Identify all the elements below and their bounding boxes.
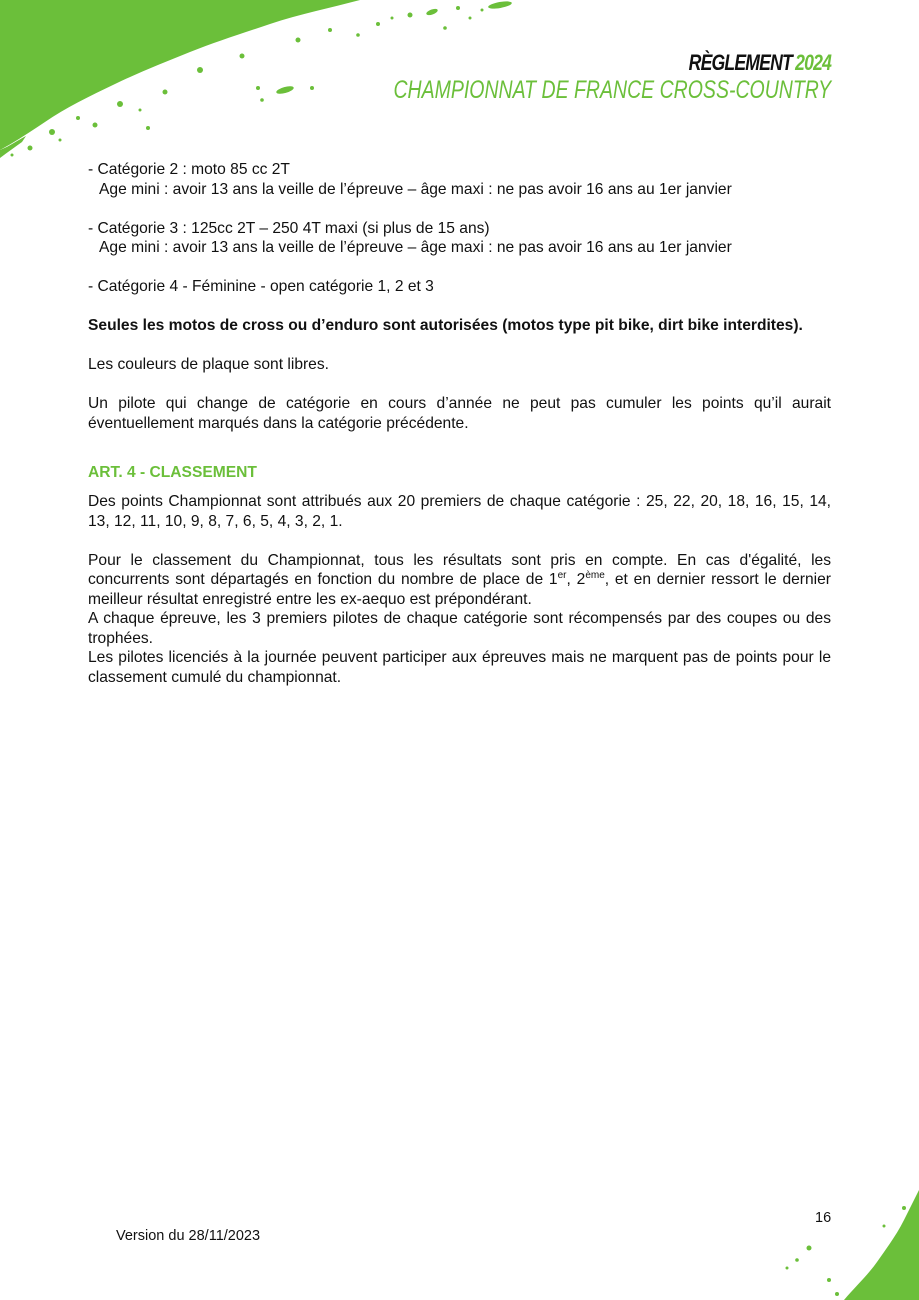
plate-colors-paragraph: Les couleurs de plaque sont libres. <box>88 356 329 373</box>
trophies-paragraph: A chaque épreuve, les 3 premiers pilotes de chaque catégorie sont récompensés par des coupes ou des trophées. <box>88 610 831 647</box>
category-3-line: - Catégorie 3 : 125cc 2T – 250 4T maxi (si plus de 15 ans) <box>88 219 490 237</box>
category-2-age: Age mini : avoir 13 ans la veille de l’épreuve – âge maxi : ne pas avoir 16 ans au 1er janvier <box>99 180 732 198</box>
category-change-paragraph: Un pilote qui change de catégorie en cours d’année ne peut pas cumuler les points qu’il aurait éventuellement marqués dans la catégorie précédente. <box>88 395 831 432</box>
header-subtitle: CHAMPIONNAT DE FRANCE CROSS-COUNTRY <box>393 76 831 104</box>
day-license-paragraph: Les pilotes licenciés à la journée peuvent participer aux épreuves mais ne marquent pas de points pour le classement cumulé du championnat. <box>88 649 831 686</box>
article-4-heading: ART. 4 - CLASSEMENT <box>88 463 257 481</box>
tie-break-paragraph <box>88 551 831 610</box>
header-title-word: RÈGLEMENT <box>688 50 792 75</box>
tie-break-text-3: , et en dernier ressort le dernier meilleur résultat enregistré entre les ex-aequo est prépondérant. <box>88 571 832 608</box>
points-paragraph: Des points Championnat sont attribués aux 20 premiers de chaque catégorie : 25, 22, 20, 18, 16, 15, 14, 13, 12, 11, 10, 9, 8, 7, 6, 5, 4, 3, 2, 1. <box>88 493 831 530</box>
green-splash-decoration-bottom <box>749 1190 919 1300</box>
tie-break-text-2: , 2 <box>566 571 586 588</box>
category-4-line: - Catégorie 4 - Féminine - open catégorie 1, 2 et 3 <box>88 278 434 295</box>
page-number: 16 <box>815 1210 832 1226</box>
category-3-age: Age mini : avoir 13 ans la veille de l’épreuve – âge maxi : ne pas avoir 16 ans au 1er janvier <box>99 239 732 256</box>
tie-break-sup-2: ème <box>585 569 605 581</box>
tie-break-sup-1: er <box>557 569 567 581</box>
category-2-line: - Catégorie 2 : moto 85 cc 2T <box>88 161 290 178</box>
authorized-bikes-notice: Seules les motos de cross ou d’enduro sont autorisées (motos type pit bike, dirt bike interdites). <box>88 317 803 334</box>
tie-break-text-1: Pour le classement du Championnat, tous les résultats sont pris en compte. En cas d'égalité, les concurrents sont départagés en fonction du nombre de place de 1 <box>88 551 831 588</box>
document-body <box>88 160 831 687</box>
footer-version: Version du 28/11/2023 <box>116 1228 261 1244</box>
document-header <box>270 50 831 104</box>
header-title <box>382 50 831 76</box>
header-title-year: 2024 <box>795 50 831 75</box>
